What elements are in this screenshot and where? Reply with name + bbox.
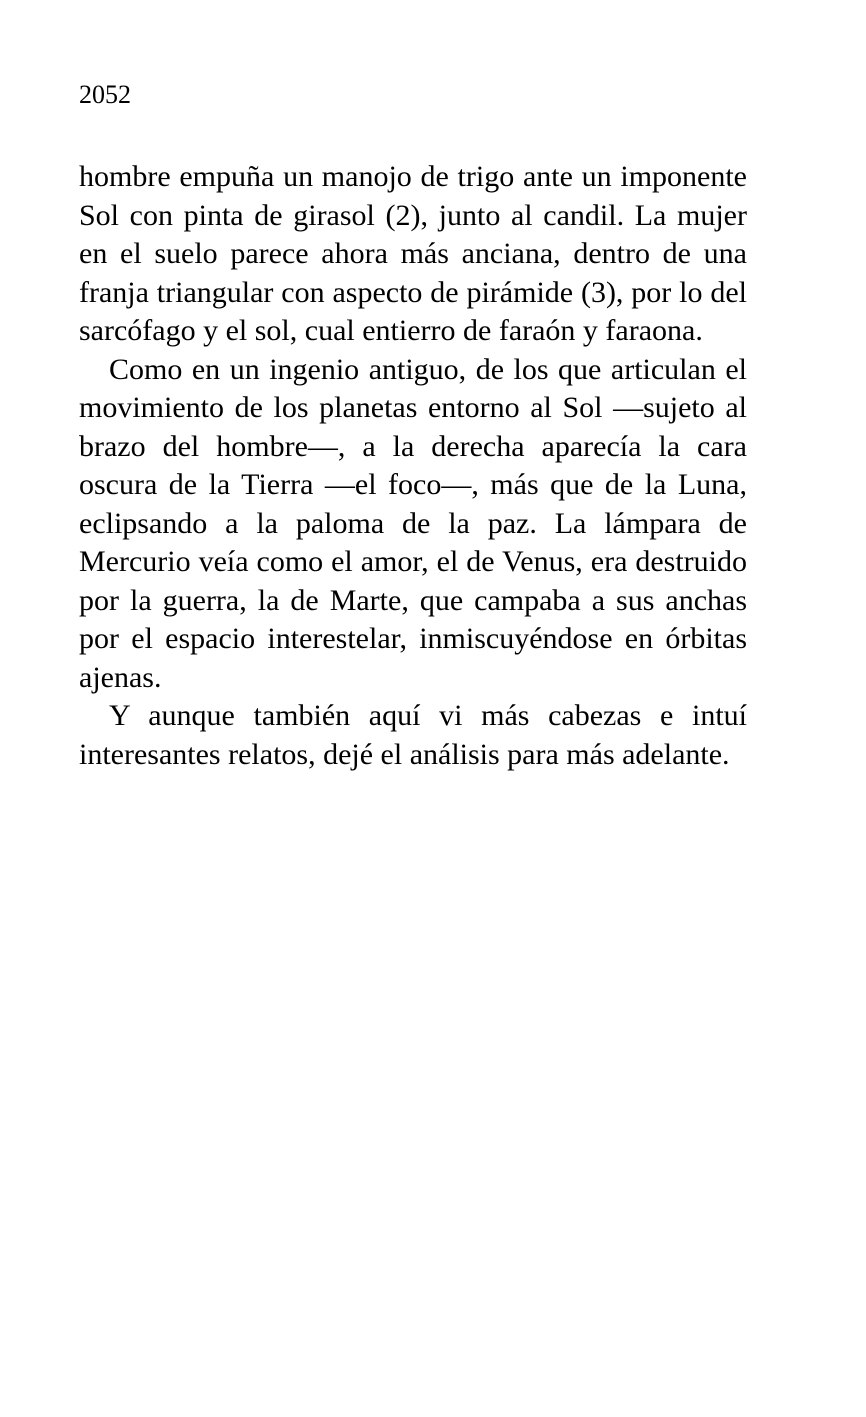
paragraph: Como en un ingenio antiguo, de los que articulan el movimiento de los planetas entorno al Sol ―sujeto al brazo del hombre―, a la derecha aparecía la cara oscura de la Tierra ―el foco―, más que de la Luna, eclipsando a la paloma de la paz. La lámpara de Mercurio veía como el amor, el de Venus, era destruido por la guerra, la de Marte, que campaba a sus anchas por el espacio interestelar, inmiscuyéndose en órbitas ajenas. [79, 352, 747, 694]
paragraph: Y aunque también aquí vi más cabezas e intuí interesantes relatos, dejé el análisis para más adelante. [79, 699, 747, 771]
paragraph-continued: hombre empuña un manojo de trigo ante un imponente Sol con pinta de girasol (2), junto al candil. La mujer en el suelo parece ahora más anciana, dentro de una franja triangular con aspecto de pirámide (3), por lo del sarcófago y el sol, cual entierro de faraón y faraona. [79, 160, 747, 347]
page-number: 2052 [79, 80, 131, 109]
body-text [79, 158, 747, 774]
